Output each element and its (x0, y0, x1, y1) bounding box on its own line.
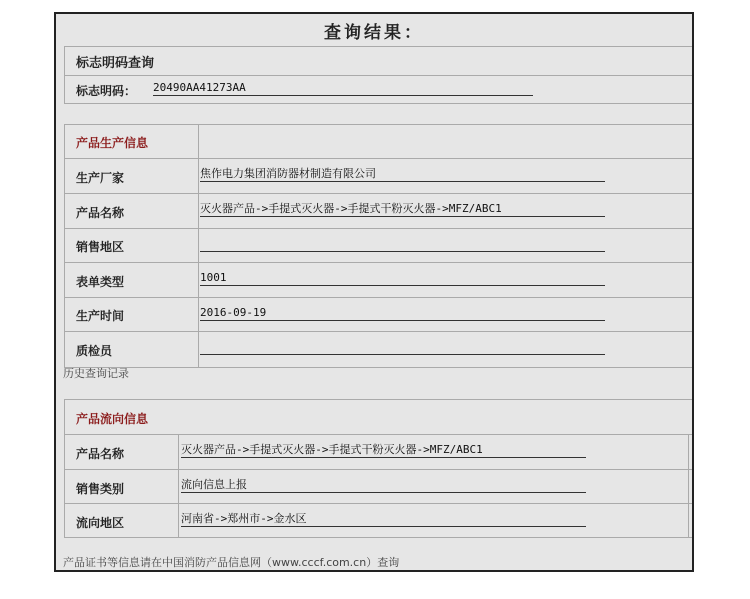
flow-product-name-label: 产品名称 (76, 447, 125, 461)
production-heading: 产品生产信息 (76, 136, 149, 150)
manufacturer-value: 焦作电力集团消防器材制造有限公司 (200, 166, 605, 182)
flow-region-value: 河南省->郑州市->金水区 (181, 511, 586, 527)
page-title: 查询结果： (324, 23, 424, 43)
inspector-label: 质检员 (76, 344, 113, 358)
product-name-value: 灭火器产品->手提式灭火器->手提式干粉灭火器->MFZ/ABC1 (200, 201, 605, 217)
product-name-label: 产品名称 (76, 206, 125, 220)
footer-note: 产品证书等信息请在中国消防产品信息网（www.cccf.com.cn）查询 (63, 556, 400, 569)
sales-category-label: 销售类别 (76, 482, 125, 496)
sales-region-value (200, 236, 605, 252)
flow-region-label: 流向地区 (76, 516, 125, 530)
sales-region-label: 销售地区 (76, 240, 125, 254)
form-type-label: 表单类型 (76, 275, 125, 289)
inspector-value (200, 339, 605, 355)
production-date-label: 生产时间 (76, 309, 125, 323)
history-label: 历史查询记录 (63, 367, 129, 380)
query-code-label: 标志明码： (76, 84, 137, 98)
query-code-value: 20490AA41273AA (153, 80, 533, 96)
form-type-value: 1001 (200, 270, 605, 286)
result-panel (54, 12, 694, 572)
production-date-value: 2016-09-19 (200, 305, 605, 321)
manufacturer-label: 生产厂家 (76, 171, 125, 185)
sales-category-value: 流向信息上报 (181, 477, 586, 493)
flow-product-name-value: 灭火器产品->手提式灭火器->手提式干粉灭火器->MFZ/ABC1 (181, 442, 586, 458)
flow-heading: 产品流向信息 (76, 412, 149, 426)
query-heading: 标志明码查询 (76, 56, 155, 71)
